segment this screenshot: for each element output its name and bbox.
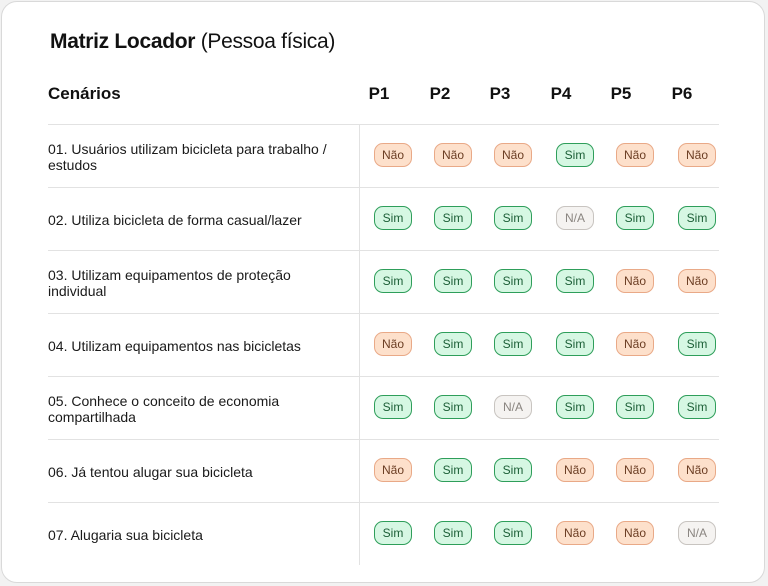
answer-badge: Sim: [374, 206, 412, 230]
answer-badge: Não: [616, 332, 654, 356]
scenario-label: 06. Já tentou alugar sua bicicleta: [48, 463, 253, 480]
answer-badge: Sim: [374, 269, 412, 293]
answer-badge: Sim: [494, 332, 532, 356]
answer-badge: Sim: [678, 332, 716, 356]
answer-badge: Sim: [556, 269, 594, 293]
answer-badge: Sim: [678, 395, 716, 419]
scenario-label: 01. Usuários utilizam bicicleta para trabalho / estudos: [48, 140, 327, 173]
column-header-p6: P6: [671, 84, 693, 103]
title-sub: (Pessoa física): [200, 30, 336, 53]
scenarios-header: Cenários: [48, 84, 121, 103]
answer-badge: Sim: [434, 206, 472, 230]
column-header-p5: P5: [610, 84, 632, 103]
answer-badge: Não: [616, 143, 654, 167]
answer-badge: Não: [616, 458, 654, 482]
answer-badge: Sim: [678, 206, 716, 230]
title-main: Matriz Locador: [50, 30, 196, 53]
answer-badge: Sim: [616, 395, 654, 419]
answer-badge: Sim: [434, 269, 472, 293]
column-header-p3: P3: [489, 84, 511, 103]
answer-badge: Sim: [434, 521, 472, 545]
answer-badge: Não: [494, 143, 532, 167]
answer-badge: Não: [678, 143, 716, 167]
answer-badge: Sim: [556, 395, 594, 419]
answer-badge: Não: [374, 143, 412, 167]
answer-badge: Sim: [434, 332, 472, 356]
scenario-label: 03. Utilizam equipamentos de proteção individual: [48, 266, 291, 299]
answer-badge: Sim: [494, 269, 532, 293]
answer-badge: Sim: [374, 395, 412, 419]
column-header-p4: P4: [550, 84, 572, 103]
answer-badge: Sim: [494, 521, 532, 545]
answer-badge: Sim: [556, 332, 594, 356]
answer-badge: Sim: [556, 143, 594, 167]
answer-badge: Não: [556, 458, 594, 482]
scenario-label: 02. Utiliza bicicleta de forma casual/lazer: [48, 211, 302, 228]
answer-badge: Não: [678, 269, 716, 293]
answer-badge: Não: [616, 269, 654, 293]
answer-badge: Não: [374, 458, 412, 482]
answer-badge: Não: [678, 458, 716, 482]
answer-badge: Sim: [374, 521, 412, 545]
answer-badge: Sim: [434, 395, 472, 419]
answer-badge: Sim: [434, 458, 472, 482]
column-header-p1: P1: [368, 84, 390, 103]
column-header-p2: P2: [429, 84, 451, 103]
answer-badge: Sim: [616, 206, 654, 230]
scenario-label: 07. Alugaria sua bicicleta: [48, 526, 203, 543]
scenario-label: 04. Utilizam equipamentos nas bicicletas: [48, 337, 301, 354]
answer-badge: Não: [434, 143, 472, 167]
answer-badge: Sim: [494, 458, 532, 482]
answer-badge: Não: [556, 521, 594, 545]
answer-badge: Não: [616, 521, 654, 545]
page-title: [50, 30, 335, 54]
answer-badge: N/A: [678, 521, 716, 545]
answer-badge: N/A: [494, 395, 532, 419]
answer-badge: N/A: [556, 206, 594, 230]
answer-badge: Não: [374, 332, 412, 356]
scenario-label: 05. Conhece o conceito de economia compartilhada: [48, 392, 280, 425]
answer-badge: Sim: [494, 206, 532, 230]
